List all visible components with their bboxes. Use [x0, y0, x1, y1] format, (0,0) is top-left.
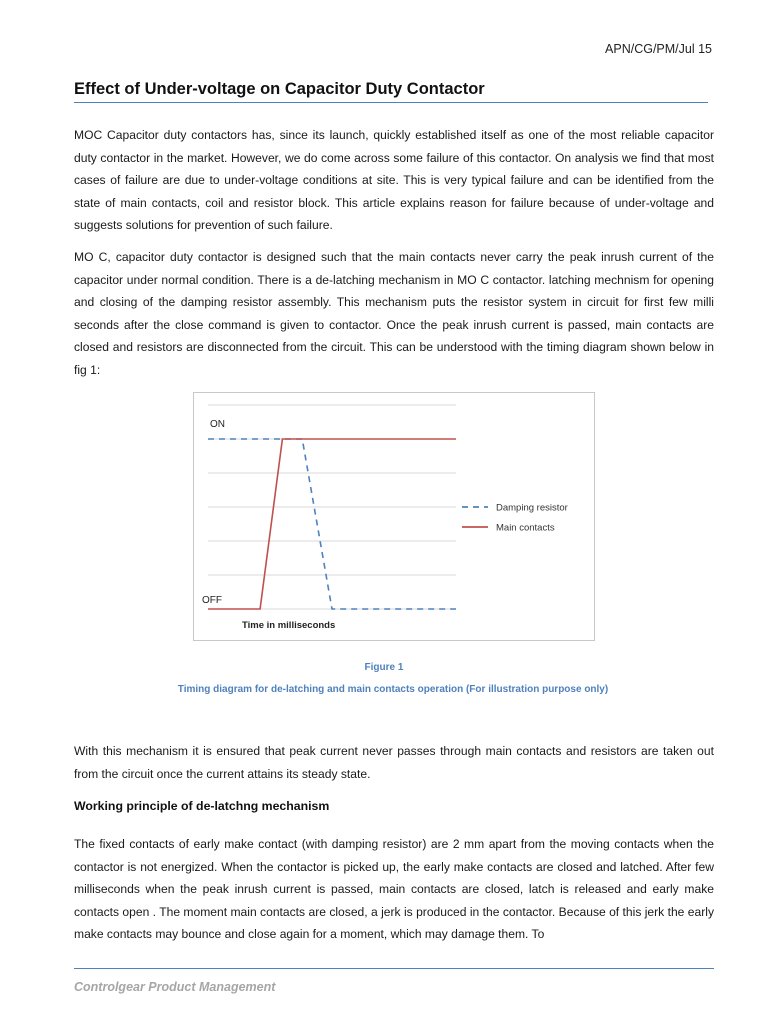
figure-caption: Timing diagram for de-latching and main contacts operation (For illustration purpose only): [177, 684, 609, 695]
document-reference: APN/CG/PM/Jul 15: [605, 42, 712, 56]
legend-label-damping-resistor: Damping resistor: [496, 502, 568, 514]
footer-divider: [74, 968, 714, 969]
series-line-damping-resistor: [208, 439, 456, 609]
figure-label: Figure 1: [364, 662, 404, 673]
page-title: Effect of Under-voltage on Capacitor Duty Contactor: [74, 80, 485, 98]
working-principle-paragraph: The fixed contacts of early make contact (with damping resistor) are 2 mm apart from the moving contacts when the contactor is not energized. When the contactor is picked up, the early make contacts are closed and latched. After few milliseconds when the peak inrush current is passed, main contacts are closed, latch is released and early make contacts open . The moment main contacts are closed, a jerk is produced in the contactor. Because of this jerk the early make contacts may bounce and close again for a moment, which may damage them. To: [74, 837, 714, 941]
x-axis-title: Time in milliseconds: [242, 620, 336, 631]
title-underline: [74, 102, 708, 103]
section-heading: Working principle of de-latchng mechanism: [74, 799, 330, 813]
timing-diagram-figure: [193, 392, 595, 641]
series-line-main-contacts: [208, 439, 456, 609]
timing-diagram-chart: [194, 393, 594, 640]
footer-text: Controlgear Product Management: [74, 980, 276, 994]
y-label-on: ON: [210, 419, 225, 430]
intro-paragraph: MOC Capacitor duty contactors has, since its launch, quickly established itself as one of the most reliable capacitor duty contactor in the market. However, we do come across some failure of this contactor. On analysis we find that most cases of failure are due to under-voltage conditions at site. This is very typical failure and can be identified from the state of main contacts, coil and resistor block. This article explains reason for failure because of under-voltage and suggests solutions for prevention of such failure.: [74, 128, 714, 232]
y-label-off: OFF: [202, 595, 222, 606]
legend-label-main-contacts: Main contacts: [496, 522, 555, 534]
mechanism-paragraph: MO C, capacitor duty contactor is designed such that the main contacts never carry the peak inrush current of the capacitor under normal condition. There is a de-latching mechanism in MO C contactor. latching mechnism for opening and closing of the damping resistor assembly. This mechanism puts the resistor system in circuit for first few milli seconds after the close command is given to contactor. Once the peak inrush current is passed, main contacts are closed and resistors are disconnected from the circuit. This can be understood with the timing diagram shown below in fig 1:: [74, 250, 714, 377]
conclusion-paragraph: With this mechanism it is ensured that peak current never passes through main contacts and resistors are taken out from the circuit once the current attains its steady state.: [74, 744, 714, 781]
